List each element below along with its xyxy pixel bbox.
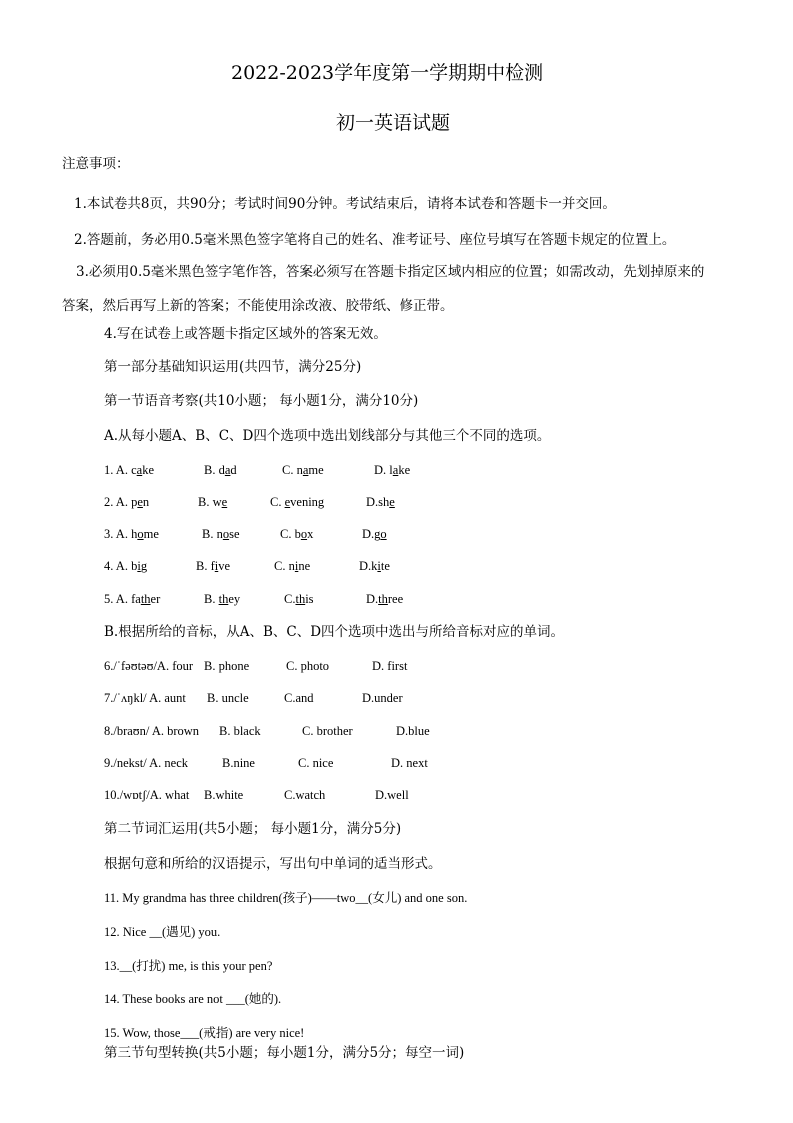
option-letter: D. (374, 463, 387, 477)
option-d: D.under (362, 691, 403, 705)
word-part: er (150, 592, 161, 606)
note-3-cont: 答案，然后再写上新的答案；不能使用涂改液、胶带纸、修正带。 (62, 298, 454, 314)
option-d (366, 591, 403, 607)
option-d: D.blue (396, 724, 430, 738)
option-b (202, 526, 240, 542)
underlined-letters: e (221, 495, 228, 509)
option-letter: B. (204, 463, 216, 477)
underlined-letters: a (392, 463, 399, 477)
word-part: sh (378, 495, 390, 509)
question-15: 15. Wow, those___(戒指) are very nice! (104, 1026, 305, 1040)
underlined-letters: e (284, 495, 291, 509)
underlined-letters: a (136, 463, 143, 477)
question-row (104, 462, 154, 478)
option-letter: D. (362, 527, 375, 541)
option-c: C. brother (302, 724, 353, 738)
word-part: w (212, 495, 222, 509)
question-row (104, 558, 147, 574)
question-number: 3. A. (104, 527, 128, 541)
section3-heading: 第三节句型转换(共5小题；每小题1分，满分5分；每空一词) (104, 1045, 465, 1061)
underlined-letters: e (389, 495, 395, 509)
option-letter: C. (270, 495, 282, 509)
option-letter: D. (359, 559, 372, 573)
underlined-letters: o (300, 527, 308, 541)
underlined-letters: o (137, 527, 144, 541)
option-d: D. first (372, 659, 408, 673)
phonetic-question: 10./wɒtʃ/A. what (104, 788, 190, 802)
word-part: k (371, 559, 378, 573)
option-letter: C. (274, 559, 286, 573)
option-b: B.nine (222, 756, 255, 770)
word-part: te (380, 559, 390, 573)
word-part: fa (131, 592, 141, 606)
question-13: 13.__(打扰) me, is this your pen? (104, 959, 273, 973)
underlined-letters: o (380, 527, 387, 541)
option-letter: D. (366, 495, 379, 509)
note-4: 4.写在试卷上或答题卡指定区域外的答案无效。 (104, 326, 387, 342)
exam-title: 2022-2023学年度第一学期期中检测 (231, 62, 544, 84)
question-number: 4. A. (104, 559, 128, 573)
question-number: 5. A. (104, 592, 128, 606)
option-c (284, 591, 314, 607)
section1-heading: 第一节语音考察(共10小题； 每小题1分，满分10分) (104, 393, 419, 409)
word-part: b (294, 527, 301, 541)
word-part: ree (387, 592, 404, 606)
word-part: b (131, 559, 138, 573)
underlined-letters: o (222, 527, 230, 541)
underlined-letters: i (377, 559, 381, 573)
phonetic-question: 7./ˈʌŋkl/ A. aunt (104, 691, 186, 705)
option-d (374, 462, 410, 478)
note-2: 2.答题前，务必用0.5毫米黑色签字笔将自己的姓名、准考证号、座位号填写在答题卡规定的位置上。 (74, 232, 676, 248)
word-part: ey (228, 592, 241, 606)
word-part: f (210, 559, 215, 573)
option-c (280, 526, 313, 542)
option-d (362, 526, 387, 542)
note-3: 3.必须用0.5毫米黑色签字笔作答，答案必须写在答题卡指定区域内相应的位置；如需改动，先划掉原来的 (76, 264, 705, 280)
word-part: g (140, 559, 148, 573)
word-part: d (218, 463, 225, 477)
word-part: x (307, 527, 314, 541)
option-letter: B. (202, 527, 214, 541)
part1-heading: 第一部分基础知识运用(共四节，满分25分) (104, 359, 362, 375)
option-c: C.and (284, 691, 314, 705)
option-letter: B. (204, 592, 216, 606)
word-part: h (131, 527, 138, 541)
subject-title: 初一英语试题 (336, 112, 451, 134)
option-b: B. black (219, 724, 261, 738)
notes-heading: 注意事项： (62, 156, 130, 172)
option-letter: B. (198, 495, 210, 509)
word-part: me (308, 463, 324, 477)
option-letter: B. (196, 559, 208, 573)
section1-instruction-b: B.根据所给的音标，从A、B、C、D四个选项中选出与所给音标对应的单词。 (104, 624, 565, 640)
underlined-letters: th (218, 592, 229, 606)
underlined-letters: th (140, 592, 151, 606)
option-c: C. photo (286, 659, 330, 673)
word-part: ne (298, 559, 311, 573)
underlined-letters: th (295, 592, 306, 606)
word-part: ke (142, 463, 155, 477)
underlined-letters: a (224, 463, 231, 477)
option-b (204, 591, 240, 607)
option-c: C. nice (298, 756, 334, 770)
option-c (274, 558, 310, 574)
option-letter: C. (284, 592, 296, 606)
option-letter: C. (280, 527, 292, 541)
underlined-letters: i (294, 559, 299, 573)
underlined-letters: i (214, 559, 219, 573)
option-d (366, 494, 395, 510)
phonetic-question: 8./braʊn/ A. brown (104, 724, 200, 738)
underlined-letters: e (137, 495, 143, 509)
section1-instruction-a: A.从每小题A、B、C、D四个选项中选出划线部分与其他三个不同的选项。 (104, 428, 551, 444)
question-14: 14. These books are not ___(她的). (104, 992, 282, 1006)
option-b: B.white (204, 788, 244, 802)
word-part: n (296, 463, 303, 477)
word-part: n (288, 559, 295, 573)
option-b (196, 558, 230, 574)
question-row (104, 526, 159, 542)
question-11: 11. My grandma has three children(孩子)——two__(女儿) and one son. (104, 891, 468, 905)
word-part: l (389, 463, 393, 477)
question-number: 1. A. (104, 463, 128, 477)
option-letter: C. (282, 463, 294, 477)
word-part: me (143, 527, 159, 541)
underlined-letters: th (378, 592, 388, 606)
note-1: 1.本试卷共8页，共90分；考试时间90分钟。考试结束后，请将本试卷和答题卡一并交回。 (74, 196, 616, 212)
word-part: vening (290, 495, 325, 509)
underlined-letters: i (137, 559, 141, 573)
phonetic-question: 6./ˈfəʊtəʊ/A. four (104, 659, 194, 673)
option-letter: D. (366, 592, 379, 606)
word-part: g (374, 527, 381, 541)
option-b (204, 462, 237, 478)
option-c (270, 494, 324, 510)
question-row (104, 494, 149, 510)
word-part: se (229, 527, 240, 541)
section2-instruction: 根据句意和所给的汉语提示，写出句中单词的适当形式。 (104, 856, 442, 872)
section2-heading: 第二节词汇运用(共5小题； 每小题1分，满分5分) (104, 821, 402, 837)
word-part: is (305, 592, 314, 606)
option-b: B. uncle (207, 691, 249, 705)
option-d (359, 558, 390, 574)
word-part: d (230, 463, 237, 477)
option-c (282, 462, 324, 478)
underlined-letters: a (302, 463, 309, 477)
question-number: 2. A. (104, 495, 128, 509)
option-b: B. phone (204, 659, 250, 673)
question-row (104, 591, 160, 607)
word-part: n (142, 495, 150, 509)
word-part: n (216, 527, 223, 541)
option-d: D.well (375, 788, 409, 802)
word-part: c (131, 463, 137, 477)
question-12: 12. Nice __(遇见) you. (104, 925, 221, 939)
word-part: ke (398, 463, 411, 477)
option-b (198, 494, 227, 510)
phonetic-question: 9./nekst/ A. neck (104, 756, 189, 770)
option-d: D. next (391, 756, 428, 770)
option-c: C.watch (284, 788, 326, 802)
word-part: ve (218, 559, 231, 573)
word-part: p (131, 495, 138, 509)
